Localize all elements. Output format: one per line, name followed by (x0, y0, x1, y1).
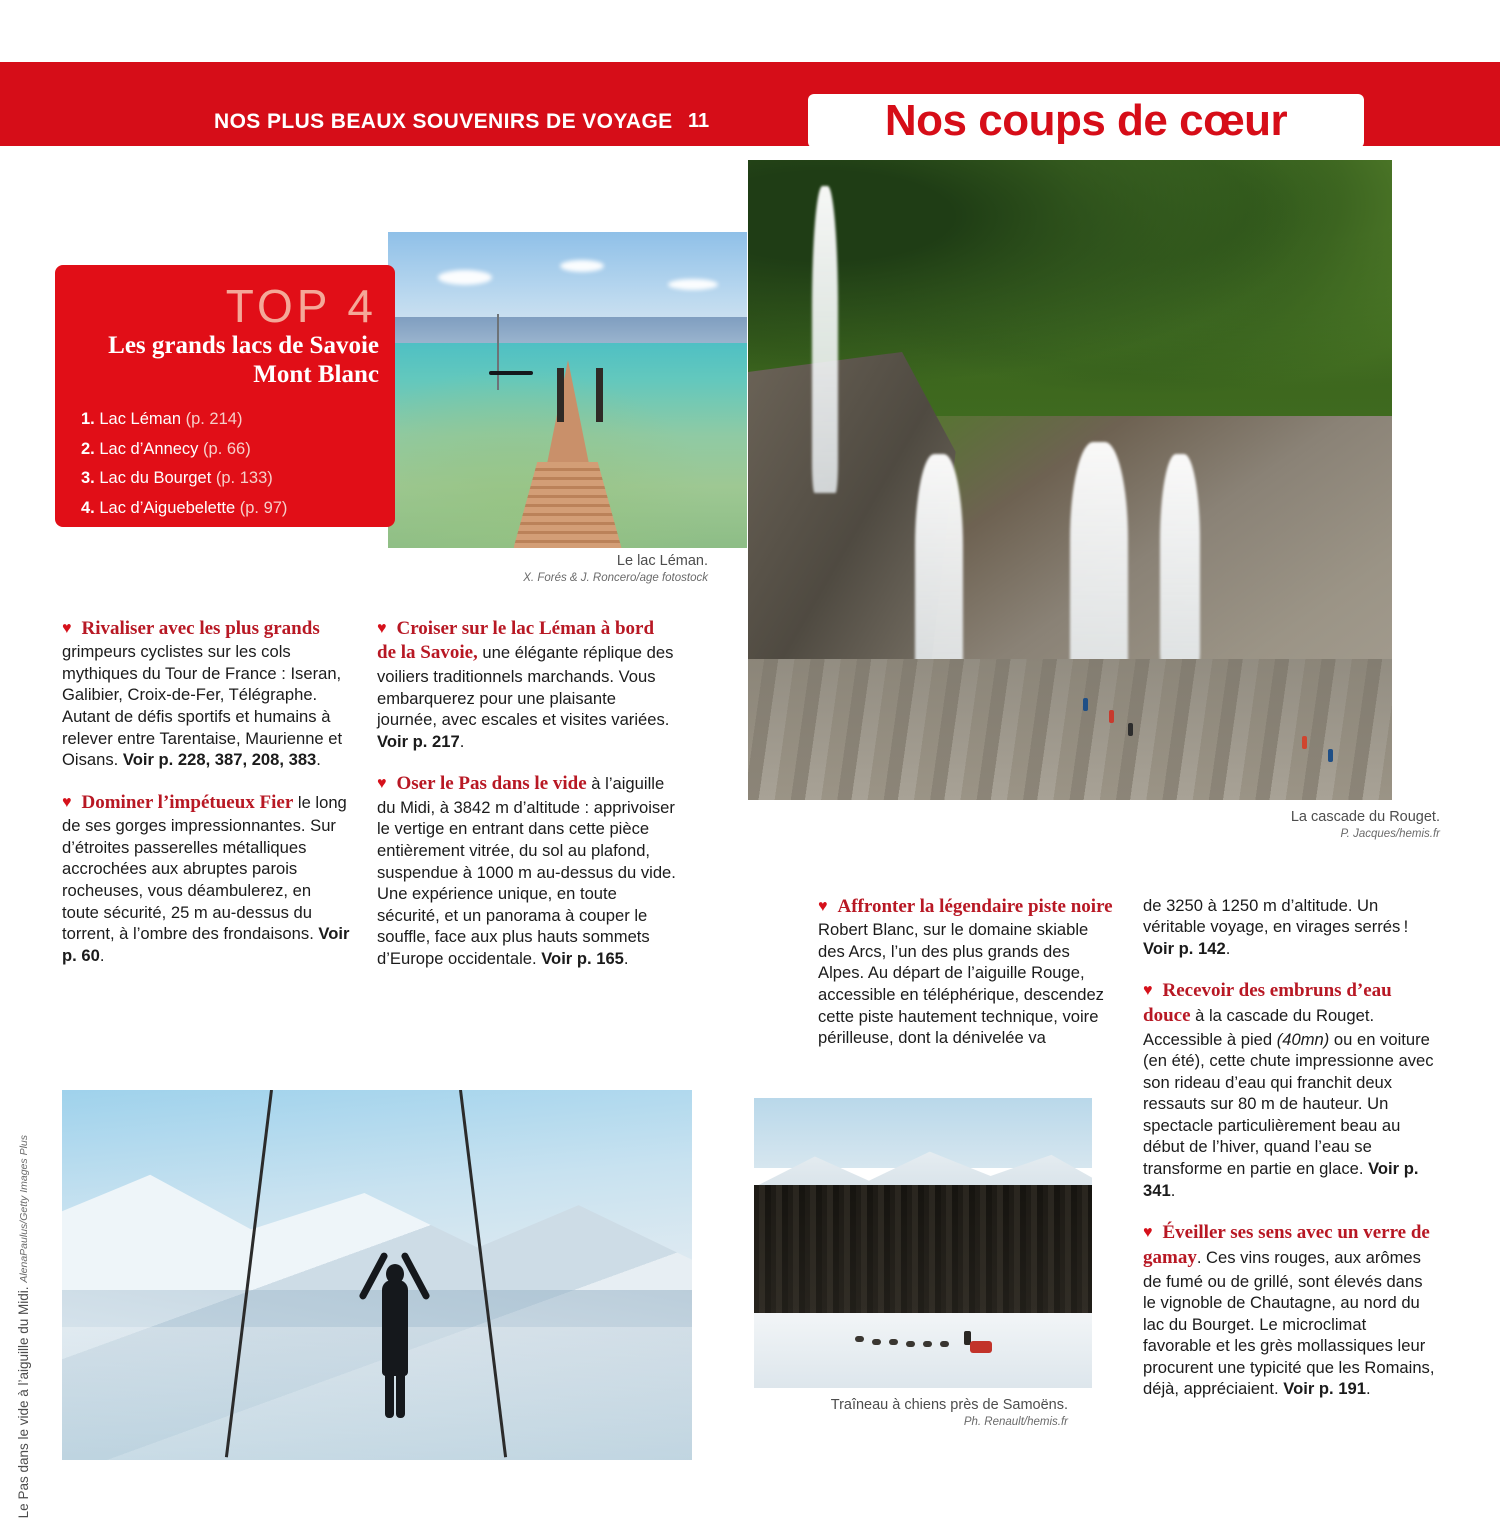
entry-body: . Ces vins rouges, aux arômes de fumé ou de grillé, sont élevés dans le vignoble de Chautagne, au nord du lac du Bourget. Le microclimat favorable et les grès mollassiques leur procurent une typicité que les Romains, déjà, appréciaient. (1143, 1247, 1435, 1399)
caption-cascade-rouget (1160, 808, 1440, 841)
leg-right (396, 1370, 405, 1418)
entry-affronter-continued (1143, 895, 1439, 960)
entry-pageref[interactable]: Voir p. 142 (1143, 938, 1226, 958)
entry-body: à l’aiguille du Midi, à 3842 m d’altitude : apprivoiser le vertige en entrant dans cette pièce entièrement vitrée, du sol au plafond, suspendue à 1000 m au-dessus du vide. Une expérience unique, en toute sécurité, et un panorama à couper le souffle, face aux plus hauts sommets d’Europe occidentale. (377, 774, 676, 968)
heart-icon: ♥ (818, 897, 828, 915)
caption-text: Traîneau à chiens près de Samoëns. (830, 1397, 1068, 1413)
entry-body: le long de ses gorges impressionnantes. Sur d’étroites passerelles métalliques accrochées aux abruptes parois rocheuses, vous déambulerez, en toute sécurité, 25 m au-dessus du torrent, à l’ombre des frondaisons. (62, 792, 347, 944)
entry-pageref[interactable]: Voir p. 165 (541, 948, 624, 968)
sled-dog (940, 1341, 949, 1347)
pier-post (596, 368, 603, 422)
entry-lead: Dominer l’impétueux Fier (81, 791, 294, 813)
visitor (1083, 698, 1088, 711)
entry-lead: Rivaliser avec les plus grands (81, 617, 320, 639)
item-name: Lac Léman (99, 410, 181, 428)
section-title: Nos coups de cœur (884, 96, 1288, 145)
entry-eveiller (1143, 1221, 1439, 1400)
forest (754, 1185, 1092, 1324)
list-item (81, 411, 383, 428)
entry-affronter (818, 895, 1113, 1049)
heart-icon: ♥ (377, 775, 387, 793)
entry-body-a: à la cascade du Rouget. Accessible à pied (1143, 1005, 1375, 1049)
entry-body: de 3250 à 1250 m d’altitude. Un véritable voyage, en virages serrés ! (1143, 895, 1409, 937)
text-column-3 (818, 878, 1113, 1049)
entry-lead: Oser le Pas dans le vide (396, 773, 587, 795)
caption-traineau (800, 1396, 1068, 1429)
entry-tail: . (623, 948, 629, 968)
person-silhouette (364, 1238, 424, 1418)
photo-lac-leman (388, 232, 747, 548)
text-column-2 (377, 600, 677, 969)
entry-croiser (377, 617, 677, 753)
heart-icon: ♥ (1143, 982, 1153, 1000)
top4-list (81, 411, 383, 529)
sailboat-mast (497, 314, 499, 390)
top4-kicker: TOP 4 (225, 280, 377, 332)
entry-pageref[interactable]: Voir p. 191 (1283, 1379, 1366, 1399)
item-name: Lac du Bourget (99, 469, 212, 487)
entry-pageref[interactable]: Voir p. 217 (377, 731, 460, 751)
caption-pas-dans-le-vide (16, 1135, 33, 1518)
caption-credit: P. Jacques/hemis.fr (1340, 827, 1440, 840)
entry-dominer (62, 791, 352, 967)
sled-dog (855, 1336, 864, 1342)
entry-lead: Recevoir des embruns d’eau douce (1143, 980, 1392, 1026)
item-number: 3. (81, 469, 95, 487)
heart-icon: ♥ (62, 619, 72, 637)
entry-tail: . (459, 731, 465, 751)
waterfall-upper (812, 186, 838, 493)
entry-recevoir (1143, 979, 1439, 1201)
list-item (81, 470, 383, 487)
item-page[interactable]: (p. 66) (203, 439, 251, 458)
entry-duration: (40mn) (1276, 1029, 1330, 1049)
item-page[interactable]: (p. 97) (239, 498, 288, 517)
sled (970, 1341, 992, 1353)
caption-text: La cascade du Rouget. (1290, 809, 1440, 825)
sled-dog (872, 1339, 881, 1345)
text-column-1 (62, 600, 352, 966)
photo-cascade-rouget (748, 160, 1392, 800)
item-page[interactable]: (p. 133) (215, 469, 273, 487)
heart-icon: ♥ (62, 793, 72, 811)
photo-pas-dans-le-vide (62, 1090, 692, 1460)
visitor (1128, 723, 1133, 736)
torso (382, 1280, 408, 1376)
page-title: NOS PLUS BEAUX SOUVENIRS DE VOYAGE (214, 110, 673, 133)
visitor (1328, 749, 1333, 762)
pier-post (557, 368, 564, 422)
caption-credit: AlenaPaulus/Getty Images Plus (18, 1135, 30, 1283)
top4-box (55, 265, 395, 527)
far-shore (388, 317, 747, 345)
item-name: Lac d’Aiguebelette (99, 498, 236, 517)
entry-tail: . (1225, 938, 1231, 958)
item-page[interactable]: (p. 214) (185, 410, 243, 428)
caption-credit: X. Forés & J. Roncero/age fotostock (523, 571, 708, 584)
entry-body: grimpeurs cyclistes sur les cols mythiques du Tour de France : Iseran, Galibier, Croix-de-Fer, Télégraphe. Autant de défis sportifs et humains à relever entre Tarentaise, Maurienne et Oisans. (62, 642, 343, 770)
snow-field (754, 1313, 1092, 1388)
entry-body: Robert Blanc, sur le domaine skiable des Arcs, l’un des plus grands des Alpes. Au départ de l’aiguille Rouge, accessible en téléphérique, descendez cette piste hautement technique, voire périlleuse, dont la dénivelée va (818, 920, 1104, 1048)
visitor (1109, 710, 1114, 723)
caption-credit: Ph. Renault/hemis.fr (963, 1415, 1068, 1428)
sailboat (489, 371, 533, 375)
top4-title: Les grands lacs de Savoie Mont Blanc (108, 332, 379, 388)
text-column-4 (1143, 878, 1439, 1400)
caption-text: Le Pas dans le vide à l’aiguille du Midi. (16, 1286, 31, 1518)
entry-tail: . (99, 945, 105, 965)
entry-lead: Croiser sur le lac Léman à bord de la Savoie, (377, 617, 655, 664)
caption-lac-leman (400, 552, 708, 585)
entry-rivaliser (62, 617, 352, 771)
rocky-foreground (748, 659, 1392, 800)
entry-tail: . (316, 750, 321, 770)
entry-lead: Affronter la légendaire piste noire (837, 895, 1113, 917)
entry-tail: . (1170, 1180, 1176, 1200)
sled-dog (889, 1339, 898, 1345)
entry-body-b: ou en voiture (en été), cette chute impressionne avec son rideau d’eau qui franchit deux ressauts sur 80 m de hauteur. Un spectacle particulièrement beau au début de l’hiver, quand l’eau se transforme en partie en glace. (1143, 1029, 1434, 1179)
waterfall-right (1160, 454, 1200, 672)
entry-pageref[interactable]: Voir p. 60 (62, 924, 350, 965)
caption-text: Le lac Léman. (616, 553, 708, 569)
entry-lead: Éveiller ses sens avec un verre de gamay (1143, 1222, 1430, 1268)
waterfall-center (1070, 442, 1128, 685)
leg-left (385, 1370, 394, 1418)
entry-body: une élégante réplique des voiliers traditionnels marchands. Vous embarquerez pour une plaisante journée, avec escales et visites variées. (377, 643, 674, 730)
heart-icon: ♥ (1143, 1224, 1153, 1242)
item-number: 2. (81, 439, 95, 458)
list-item (81, 500, 383, 517)
visitor (1302, 736, 1307, 749)
page-number: 11 (688, 110, 710, 132)
list-item (81, 441, 383, 458)
entry-oser (377, 772, 677, 969)
item-number: 4. (81, 498, 95, 517)
photo-traineau-chiens (754, 1098, 1092, 1388)
item-name: Lac d’Annecy (99, 439, 199, 458)
item-number: 1. (81, 410, 95, 428)
sled-dog (923, 1341, 932, 1347)
heart-icon: ♥ (377, 619, 387, 637)
cloud (438, 270, 492, 285)
entry-tail: . (1365, 1379, 1371, 1399)
waterfall-left (915, 454, 963, 684)
entry-pageref[interactable]: Voir p. 228, 387, 208, 383 (122, 750, 317, 770)
entry-pageref[interactable]: Voir p. 341 (1143, 1159, 1419, 1200)
